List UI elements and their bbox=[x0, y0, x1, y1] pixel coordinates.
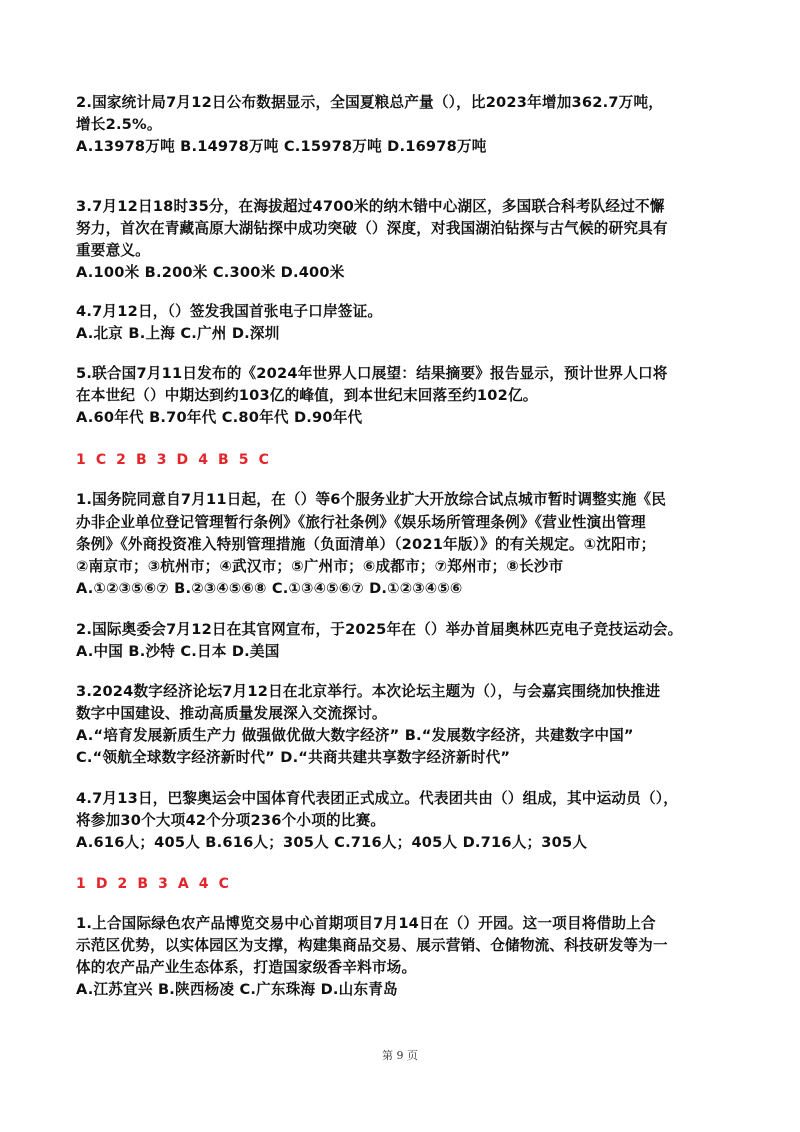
question-3-text: 3.7月12日18时35分，在海拔超过4700米的纳木错中心湖区，多国联合科考队经过不懈 bbox=[76, 198, 665, 215]
question-2-text: 增长2.5%。 bbox=[76, 116, 162, 133]
question-5-options: A.60年代 B.70年代 C.80年代 D.90年代 bbox=[76, 409, 363, 426]
question-4-text: 将参加30个大项42个分项236个小项的比赛。 bbox=[76, 812, 386, 829]
question-3-text: 3.2024数字经济论坛7月12日在北京举行。本次论坛主题为（），与会嘉宾围绕加快推进 bbox=[76, 683, 661, 700]
question-3-text: 数字中国建设、推动高质量发展深入交流探讨。 bbox=[76, 705, 387, 722]
question-1-text: 办非企业单位登记管理暂行条例》《旅行社条例》《娱乐场所管理条例》《营业性演出管理 bbox=[76, 514, 646, 531]
question-3-options: A.100米 B.200米 C.300米 D.400米 bbox=[76, 264, 345, 281]
question-3-options: C.“领航全球数字经济新时代” D.“共商共建共享数字经济新时代” bbox=[76, 749, 511, 766]
question-1-options: A.①②③⑤⑥⑦ B.②③④⑤⑥⑧ C.①③④⑤⑥⑦ D.①②③④⑤⑥ bbox=[76, 580, 463, 597]
answer-key: 1 D 2 B 3 A 4 C bbox=[76, 876, 232, 892]
question-1-text: 体的农产品产业生态体系，打造国家级香辛料市场。 bbox=[76, 959, 417, 976]
question-1-text: 1.国务院同意自7月11日起，在（）等6个服务业扩大开放综合试点城市暂时调整实施《民 bbox=[76, 491, 667, 508]
question-5-text: 5.联合国7月11日发布的《2024年世界人口展望：结果摘要》报告显示，预计世界人口将 bbox=[76, 365, 668, 382]
question-1-text: 示范区优势，以实体园区为支撑，构建集商品交易、展示营销、仓储物流、科技研发等为一 bbox=[76, 937, 668, 954]
question-4-options: A.北京 B.上海 C.广州 D.深圳 bbox=[76, 325, 280, 342]
question-4-options: A.616人；405人 B.616人；305人 C.716人；405人 D.716人；305人 bbox=[76, 834, 588, 851]
question-3-text: 努力，首次在青藏高原大湖钻探中成功突破（）深度，对我国湖泊钻探与古气候的研究具有 bbox=[76, 220, 668, 237]
question-4-text: 4.7月12日，（）签发我国首张电子口岸签证。 bbox=[76, 303, 383, 320]
question-5-text: 在本世纪（）中期达到约103亿的峰值，到本世纪末回落至约102亿。 bbox=[76, 387, 538, 404]
question-1-options: A.江苏宜兴 B.陕西杨凌 C.广东珠海 D.山东青岛 bbox=[76, 981, 398, 998]
question-1-text: 1.上合国际绿色农产品博览交易中心首期项目7月14日在（）开园。这一项目将借助上合 bbox=[76, 915, 656, 932]
question-4-text: 4.7月13日，巴黎奥运会中国体育代表团正式成立。代表团共由（）组成，其中运动员（）， bbox=[76, 790, 679, 807]
question-1-text: 条例》《外商投资准入特别管理措施（负面清单）（2021年版）》的有关规定。①沈阳市； bbox=[76, 536, 656, 553]
question-2-options: A.13978万吨 B.14978万吨 C.15978万吨 D.16978万吨 bbox=[76, 138, 487, 155]
question-2-text: 2.国际奥委会7月12日在其官网宣布，于2025年在（）举办首届奥林匹克电子竞技运动会。 bbox=[76, 621, 683, 638]
question-3-options: A.“培育发展新质生产力 做强做优做大数字经济” B.“发展数字经济，共建数字中国” bbox=[76, 727, 634, 744]
page-number: 第 9 页 bbox=[382, 1049, 418, 1062]
question-2-options: A.中国 B.沙特 C.日本 D.美国 bbox=[76, 643, 280, 660]
answer-key: 1 C 2 B 3 D 4 B 5 C bbox=[76, 452, 272, 468]
question-2-text: 2.国家统计局7月12日公布数据显示，全国夏粮总产量（），比2023年增加362.7万吨， bbox=[76, 94, 664, 111]
question-1-text: ②南京市；③杭州市；④武汉市；⑤广州市；⑥成都市；⑦郑州市；⑧长沙市 bbox=[76, 558, 564, 575]
question-3-text: 重要意义。 bbox=[76, 242, 150, 259]
